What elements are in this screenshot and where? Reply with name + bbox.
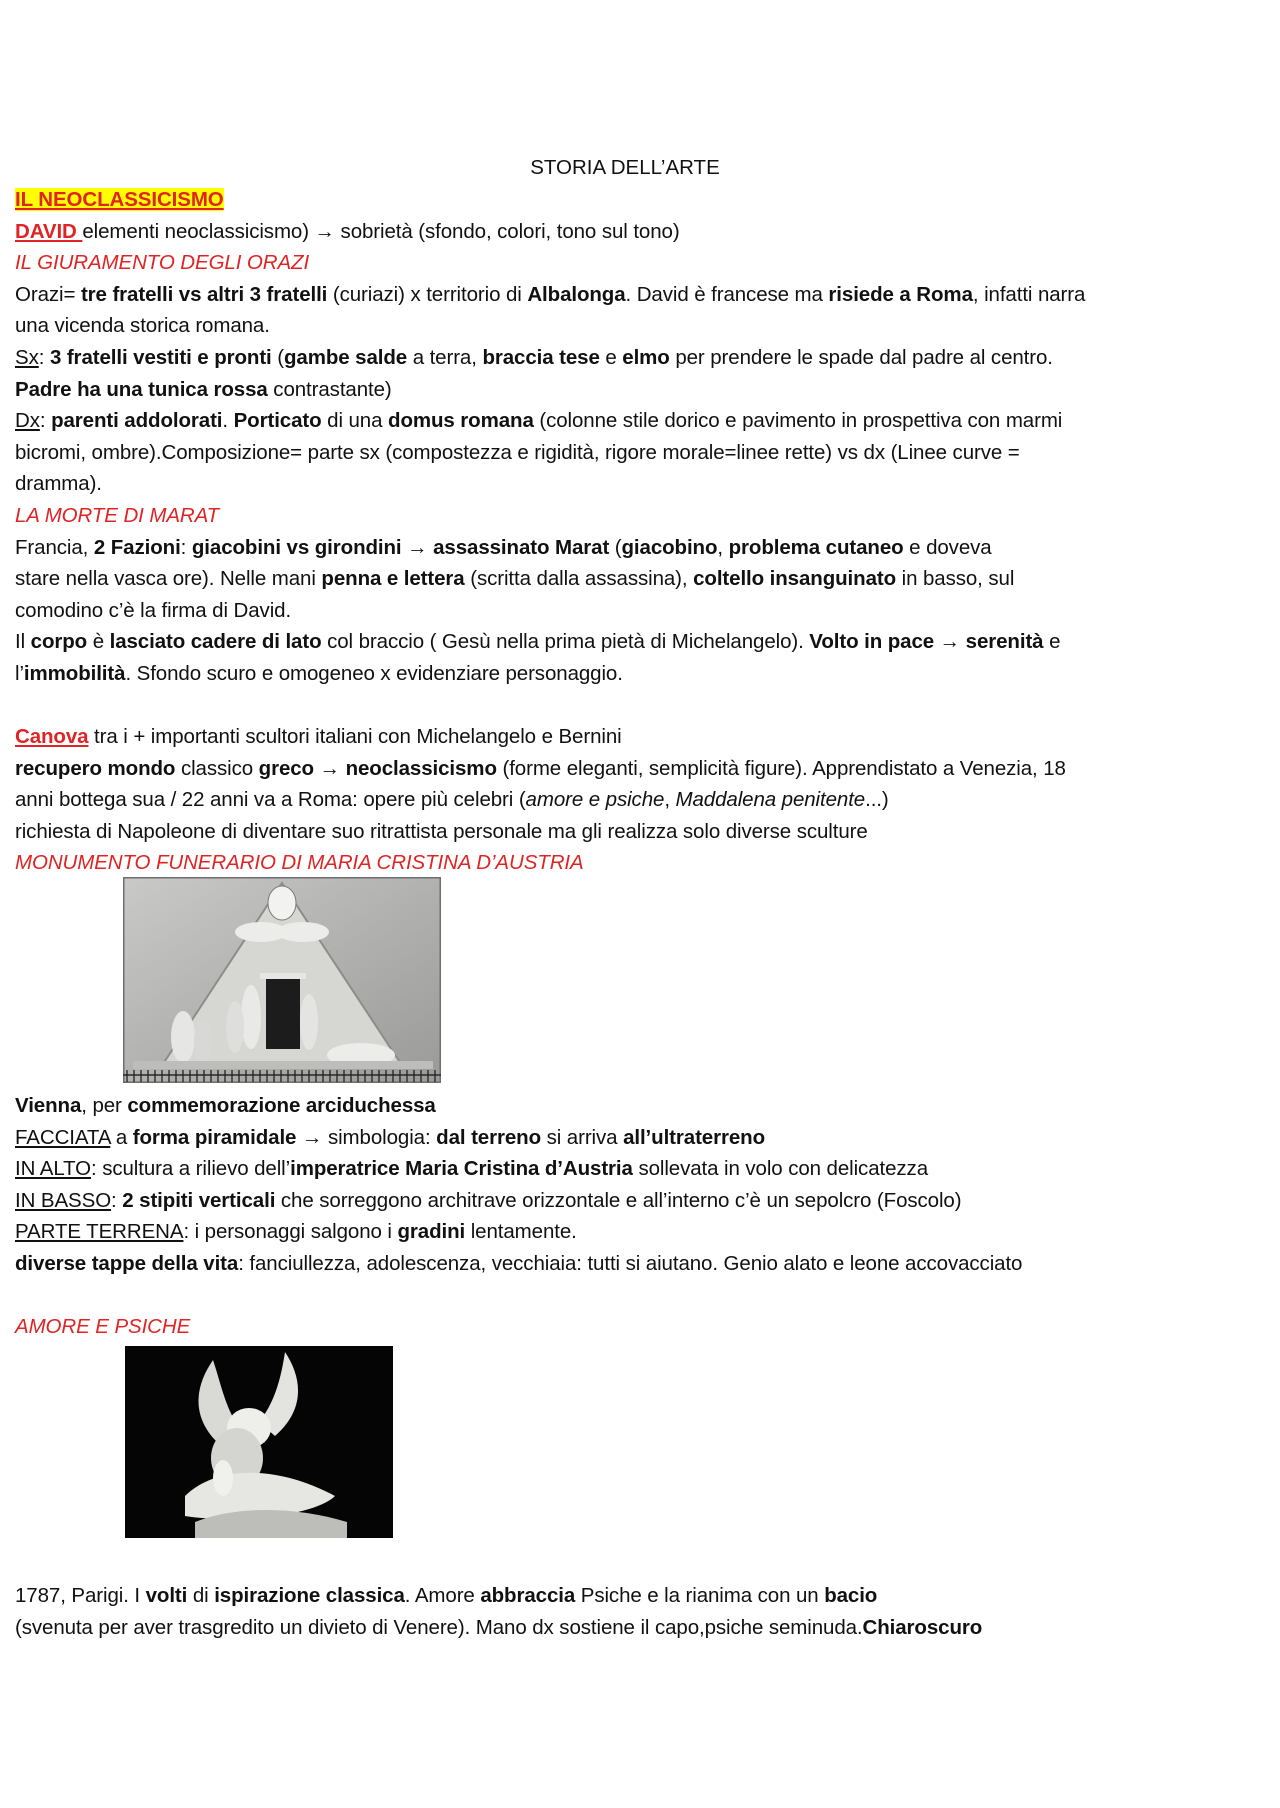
orazi-p1b: una vicenda storica romana. (15, 314, 270, 338)
amore-section (15, 1580, 1265, 1643)
a2: (svenuta per aver trasgredito un divieto di Venere). Mano dx sostiene il capo,psiche seminuda.Chiaroscuro (15, 1615, 983, 1639)
monumento-image (123, 877, 441, 1083)
orazi-p3: Dx: parenti addolorati. Porticato di una domus romana (colonne stile dorico e pavimento in prospettiva con marmi (15, 409, 1063, 433)
section-heading: IL NEOCLASSICISMO (15, 188, 224, 211)
amore-psiche-image (125, 1346, 393, 1538)
m2: FACCIATA a forma piramidale → simbologia: dal terreno si arriva all’ultraterreno (15, 1125, 766, 1149)
m3: IN ALTO: scultura a rilievo dell’imperatrice Maria Cristina d’Austria sollevata in volo con delicatezza (15, 1157, 929, 1181)
monumento-section (15, 1090, 1265, 1343)
canova-p1b: anni bottega sua / 22 anni va a Roma: opere più celebri (amore e psiche, Maddalena penitente...) (15, 788, 889, 812)
m4: IN BASSO: 2 stipiti verticali che sorreggono architrave orizzontale e all’interno c’è un sepolcro (Foscolo) (15, 1188, 962, 1212)
marat-p1: Francia, 2 Fazioni: giacobini vs girondini → assassinato Marat (giacobino, problema cutaneo e doveva (15, 535, 992, 559)
canova-p1: recupero mondo classico greco → neoclassicismo (forme eleganti, semplicità figure). Apprendistato a Venezia, 18 (15, 756, 1066, 780)
monumento-sculpture-picture (123, 877, 441, 1083)
canova-name: Canova (15, 725, 89, 749)
orazi-title: IL GIURAMENTO DEGLI ORAZI (15, 251, 310, 275)
orazi-p3b: bicromi, ombre).Composizione= parte sx (compostezza e rigidità, rigore morale=linee rette) vs dx (Linee curve = (15, 440, 1020, 464)
david-intro: elementi neoclassicismo) → sobrietà (sfondo, colori, tono sul tono) (82, 219, 680, 243)
david-name: DAVID (15, 219, 83, 243)
amore-title: AMORE E PSICHE (15, 1315, 191, 1339)
orazi-p2b: Padre ha una tunica rossa contrastante) (15, 377, 392, 401)
a1: 1787, Parigi. I volti di ispirazione classica. Amore abbraccia Psiche e la rianima con un bacio (15, 1584, 878, 1607)
canova-intro: Canova tra i + importanti scultori italiani con Michelangelo e Bernini (15, 725, 622, 749)
orazi-p2: Sx: 3 fratelli vestiti e pronti (gambe salde a terra, braccia tese e elmo per prendere le spade dal padre al centro. (15, 345, 1053, 369)
orazi-p1: Orazi= tre fratelli vs altri 3 fratelli (curiazi) x territorio di Albalonga. David è francese ma risiede a Roma, infatti narra (15, 282, 1086, 306)
orazi-p3c: dramma). (15, 472, 102, 496)
marat-p2: Il corpo è lasciato cadere di lato col braccio ( Gesù nella prima pietà di Michelangelo). Volto in pace → serenità e (15, 630, 1061, 654)
m5: PARTE TERRENA: i personaggi salgono i gradini lentamente. (15, 1220, 577, 1244)
page-title: STORIA DELL’ARTE (530, 156, 720, 179)
marat-title: LA MORTE DI MARAT (15, 503, 220, 527)
neoclassicismo-section (15, 184, 1265, 879)
m6: diverse tappe della vita: fanciullezza, adolescenza, vecchiaia: tutti si aiutano. Genio alato e leone accovacciato (15, 1251, 1023, 1275)
amore-psiche-sculpture-picture (125, 1346, 393, 1538)
monumento-title: MONUMENTO FUNERARIO DI MARIA CRISTINA D’AUSTRIA (15, 851, 584, 875)
marat-p1b: stare nella vasca ore). Nelle mani penna e lettera (scritta dalla assassina), coltello insanguinato in basso, sul (15, 567, 1015, 591)
marat-p1c: comodino c’è la firma di David. (15, 598, 292, 622)
canova-p2: richiesta di Napoleone di diventare suo ritrattista personale ma gli realizza solo diverse sculture (15, 819, 868, 843)
marat-p2b: l’immobilità. Sfondo scuro e omogeneo x evidenziare personaggio. (15, 661, 623, 685)
m1: Vienna, per commemorazione arciduchessa (15, 1094, 436, 1117)
